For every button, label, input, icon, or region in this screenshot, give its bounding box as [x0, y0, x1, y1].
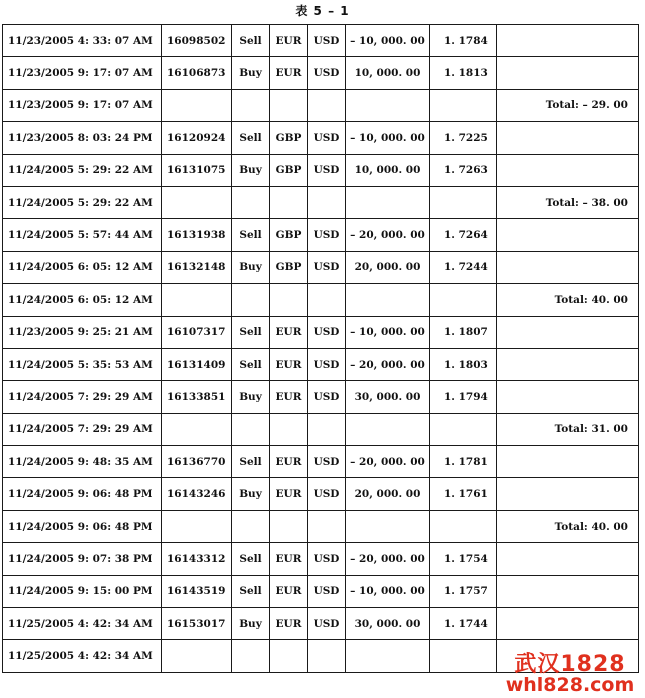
total-cell: [497, 608, 639, 640]
side-cell: [232, 510, 270, 542]
amount-cell: – 20, 000. 00: [346, 446, 430, 478]
base-currency-cell: [270, 186, 308, 218]
table-row: [3, 478, 639, 510]
table-row: [3, 89, 639, 121]
order-id-cell: 16143312: [162, 543, 232, 575]
total-cell: Total: – 29. 00: [497, 89, 639, 121]
time-cell: 11/24/2005 9: 15: 00 PM: [3, 575, 162, 607]
amount-cell: – 10, 000. 00: [346, 575, 430, 607]
amount-cell: 10, 000. 00: [346, 154, 430, 186]
order-id-cell: [162, 413, 232, 445]
total-cell: [497, 316, 639, 348]
total-cell: [497, 57, 639, 89]
rate-cell: [430, 284, 497, 316]
total-cell: [497, 543, 639, 575]
rate-cell: [430, 413, 497, 445]
time-cell: 11/24/2005 6: 05: 12 AM: [3, 284, 162, 316]
table-row: [3, 608, 639, 640]
order-id-cell: 16143519: [162, 575, 232, 607]
time-cell: 11/23/2005 4: 33: 07 AM: [3, 25, 162, 57]
total-cell: [497, 154, 639, 186]
side-cell: Sell: [232, 446, 270, 478]
rate-cell: 1. 1781: [430, 446, 497, 478]
side-cell: Buy: [232, 381, 270, 413]
side-cell: Sell: [232, 25, 270, 57]
quote-currency-cell: USD: [308, 381, 346, 413]
table-row: [3, 122, 639, 154]
base-currency-cell: EUR: [270, 348, 308, 380]
order-id-cell: [162, 640, 232, 672]
order-id-cell: 16106873: [162, 57, 232, 89]
amount-cell: 30, 000. 00: [346, 608, 430, 640]
table-row: [3, 219, 639, 251]
side-cell: Buy: [232, 251, 270, 283]
rate-cell: 1. 7264: [430, 219, 497, 251]
total-cell: [497, 381, 639, 413]
base-currency-cell: EUR: [270, 543, 308, 575]
amount-cell: [346, 640, 430, 672]
amount-cell: [346, 284, 430, 316]
quote-currency-cell: USD: [308, 57, 346, 89]
amount-cell: 20, 000. 00: [346, 478, 430, 510]
time-cell: 11/24/2005 6: 05: 12 AM: [3, 251, 162, 283]
quote-currency-cell: USD: [308, 122, 346, 154]
base-currency-cell: GBP: [270, 154, 308, 186]
order-id-cell: 16143246: [162, 478, 232, 510]
watermark-logo: [499, 653, 641, 696]
side-cell: Sell: [232, 219, 270, 251]
side-cell: Sell: [232, 348, 270, 380]
side-cell: Sell: [232, 122, 270, 154]
total-cell: Total: – 38. 00: [497, 186, 639, 218]
side-cell: Buy: [232, 154, 270, 186]
quote-currency-cell: USD: [308, 25, 346, 57]
time-cell: 11/24/2005 9: 07: 38 PM: [3, 543, 162, 575]
base-currency-cell: [270, 413, 308, 445]
total-cell: [497, 348, 639, 380]
time-cell: 11/24/2005 9: 06: 48 PM: [3, 478, 162, 510]
total-cell: [497, 219, 639, 251]
quote-currency-cell: USD: [308, 348, 346, 380]
rate-cell: 1. 7263: [430, 154, 497, 186]
time-cell: 11/23/2005 9: 25: 21 AM: [3, 316, 162, 348]
side-cell: [232, 413, 270, 445]
total-cell: [497, 575, 639, 607]
rate-cell: 1. 1757: [430, 575, 497, 607]
table-row: [3, 575, 639, 607]
base-currency-cell: [270, 284, 308, 316]
rate-cell: 1. 7244: [430, 251, 497, 283]
total-cell: Total: 31. 00: [497, 413, 639, 445]
table-row: [3, 413, 639, 445]
time-cell: 11/25/2005 4: 42: 34 AM: [3, 608, 162, 640]
quote-currency-cell: USD: [308, 478, 346, 510]
base-currency-cell: EUR: [270, 478, 308, 510]
quote-currency-cell: USD: [308, 543, 346, 575]
order-id-cell: [162, 186, 232, 218]
table-row: [3, 316, 639, 348]
total-cell: [497, 122, 639, 154]
quote-currency-cell: [308, 186, 346, 218]
rate-cell: 1. 7225: [430, 122, 497, 154]
time-cell: 11/24/2005 7: 29: 29 AM: [3, 413, 162, 445]
base-currency-cell: GBP: [270, 122, 308, 154]
amount-cell: – 10, 000. 00: [346, 25, 430, 57]
base-currency-cell: EUR: [270, 608, 308, 640]
side-cell: Buy: [232, 57, 270, 89]
quote-currency-cell: [308, 284, 346, 316]
rate-cell: 1. 1803: [430, 348, 497, 380]
quote-currency-cell: [308, 89, 346, 121]
table-row: [3, 381, 639, 413]
order-id-cell: 16132148: [162, 251, 232, 283]
side-cell: Sell: [232, 543, 270, 575]
amount-cell: [346, 89, 430, 121]
quote-currency-cell: USD: [308, 251, 346, 283]
base-currency-cell: EUR: [270, 446, 308, 478]
quote-currency-cell: USD: [308, 316, 346, 348]
time-cell: 11/24/2005 7: 29: 29 AM: [3, 381, 162, 413]
side-cell: Sell: [232, 316, 270, 348]
base-currency-cell: EUR: [270, 57, 308, 89]
rate-cell: 1. 1744: [430, 608, 497, 640]
base-currency-cell: EUR: [270, 575, 308, 607]
rate-cell: 1. 1807: [430, 316, 497, 348]
side-cell: Sell: [232, 575, 270, 607]
side-cell: Buy: [232, 608, 270, 640]
amount-cell: [346, 413, 430, 445]
amount-cell: 30, 000. 00: [346, 381, 430, 413]
side-cell: [232, 186, 270, 218]
trade-table: [2, 24, 639, 673]
rate-cell: [430, 640, 497, 672]
time-cell: 11/24/2005 5: 29: 22 AM: [3, 186, 162, 218]
time-cell: 11/24/2005 9: 06: 48 PM: [3, 510, 162, 542]
quote-currency-cell: [308, 640, 346, 672]
time-cell: 11/23/2005 9: 17: 07 AM: [3, 57, 162, 89]
table-row: [3, 186, 639, 218]
amount-cell: – 20, 000. 00: [346, 348, 430, 380]
order-id-cell: 16131409: [162, 348, 232, 380]
amount-cell: – 10, 000. 00: [346, 316, 430, 348]
base-currency-cell: [270, 89, 308, 121]
order-id-cell: 16098502: [162, 25, 232, 57]
rate-cell: 1. 1754: [430, 543, 497, 575]
side-cell: Buy: [232, 478, 270, 510]
quote-currency-cell: [308, 413, 346, 445]
watermark-line-1: 武汉1828: [514, 651, 626, 677]
table-row: [3, 348, 639, 380]
total-cell: [497, 446, 639, 478]
order-id-cell: [162, 89, 232, 121]
base-currency-cell: GBP: [270, 251, 308, 283]
table-caption: 表 5 – 1: [295, 4, 350, 18]
time-cell: 11/23/2005 9: 17: 07 AM: [3, 89, 162, 121]
amount-cell: – 20, 000. 00: [346, 219, 430, 251]
time-cell: 11/25/2005 4: 42: 34 AM: [3, 640, 162, 672]
base-currency-cell: EUR: [270, 316, 308, 348]
rate-cell: [430, 186, 497, 218]
table-row: [3, 154, 639, 186]
table-row: [3, 284, 639, 316]
amount-cell: [346, 186, 430, 218]
quote-currency-cell: USD: [308, 219, 346, 251]
rate-cell: 1. 1813: [430, 57, 497, 89]
amount-cell: 10, 000. 00: [346, 57, 430, 89]
quote-currency-cell: [308, 510, 346, 542]
table-row: [3, 446, 639, 478]
trade-table-body: [3, 25, 639, 673]
total-cell: Total: 40. 00: [497, 510, 639, 542]
order-id-cell: 16153017: [162, 608, 232, 640]
amount-cell: – 10, 000. 00: [346, 122, 430, 154]
order-id-cell: 16136770: [162, 446, 232, 478]
order-id-cell: 16107317: [162, 316, 232, 348]
time-cell: 11/24/2005 5: 29: 22 AM: [3, 154, 162, 186]
order-id-cell: 16131075: [162, 154, 232, 186]
rate-cell: 1. 1794: [430, 381, 497, 413]
side-cell: [232, 89, 270, 121]
amount-cell: 20, 000. 00: [346, 251, 430, 283]
table-row: [3, 510, 639, 542]
rate-cell: [430, 510, 497, 542]
time-cell: 11/24/2005 9: 48: 35 AM: [3, 446, 162, 478]
amount-cell: – 20, 000. 00: [346, 543, 430, 575]
side-cell: [232, 640, 270, 672]
table-row: [3, 251, 639, 283]
total-cell: Total: 40. 00: [497, 284, 639, 316]
table-row: [3, 57, 639, 89]
time-cell: 11/23/2005 8: 03: 24 PM: [3, 122, 162, 154]
time-cell: 11/24/2005 5: 35: 53 AM: [3, 348, 162, 380]
base-currency-cell: [270, 640, 308, 672]
table-row: [3, 543, 639, 575]
order-id-cell: [162, 510, 232, 542]
order-id-cell: 16133851: [162, 381, 232, 413]
table-row: [3, 25, 639, 57]
total-cell: [497, 25, 639, 57]
order-id-cell: [162, 284, 232, 316]
base-currency-cell: EUR: [270, 25, 308, 57]
side-cell: [232, 284, 270, 316]
base-currency-cell: [270, 510, 308, 542]
order-id-cell: 16120924: [162, 122, 232, 154]
order-id-cell: 16131938: [162, 219, 232, 251]
quote-currency-cell: USD: [308, 575, 346, 607]
total-cell: [497, 251, 639, 283]
quote-currency-cell: USD: [308, 608, 346, 640]
rate-cell: 1. 1784: [430, 25, 497, 57]
rate-cell: 1. 1761: [430, 478, 497, 510]
base-currency-cell: GBP: [270, 219, 308, 251]
quote-currency-cell: USD: [308, 446, 346, 478]
rate-cell: [430, 89, 497, 121]
total-cell: [497, 478, 639, 510]
quote-currency-cell: USD: [308, 154, 346, 186]
amount-cell: [346, 510, 430, 542]
time-cell: 11/24/2005 5: 57: 44 AM: [3, 219, 162, 251]
base-currency-cell: EUR: [270, 381, 308, 413]
watermark-line-2: whl828.com: [505, 674, 635, 697]
